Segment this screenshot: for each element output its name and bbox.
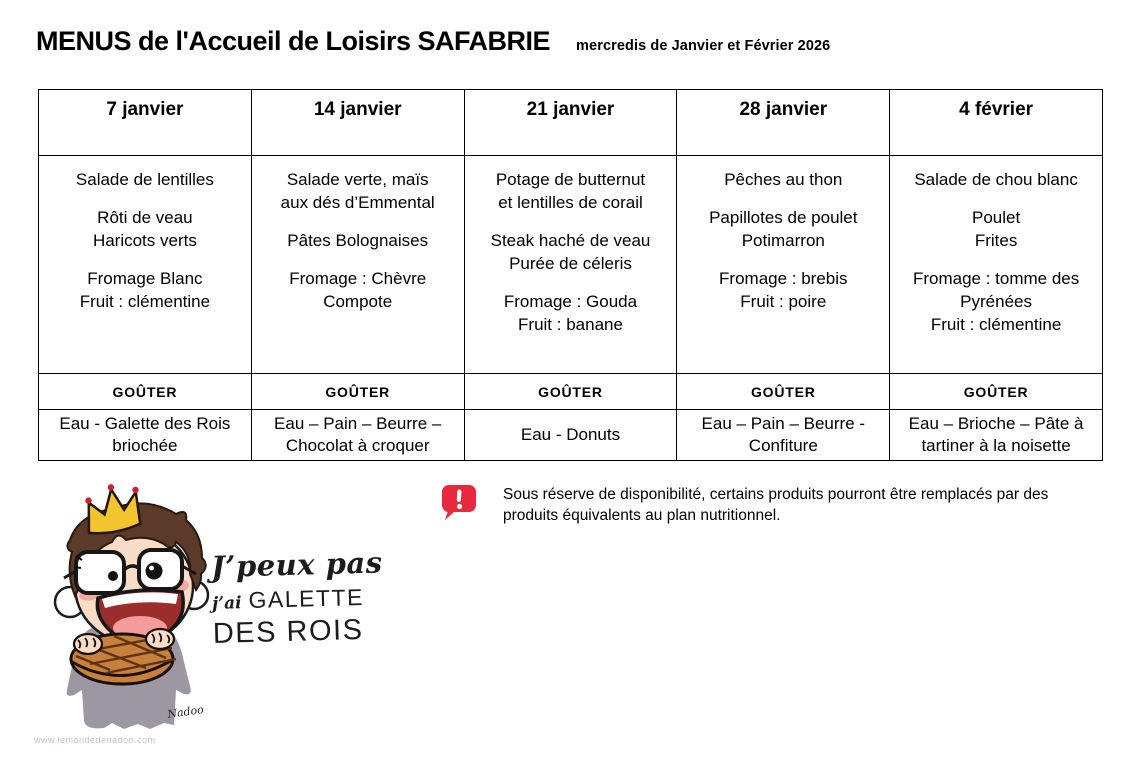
gouter-label: GOÛTER	[464, 374, 677, 410]
menu-row	[39, 156, 1103, 374]
caption-galette: GALETTE	[248, 583, 365, 614]
availability-notice	[441, 481, 1059, 526]
page-title: MENUS de l'Accueil de Loisirs SAFABRIE	[36, 26, 551, 56]
menu-item: et lentilles de corail	[498, 193, 643, 212]
caption-jai: j’ai	[211, 593, 242, 614]
menu-course-group	[470, 168, 672, 214]
menu-course-group	[682, 267, 884, 313]
eye-left	[108, 571, 118, 581]
eye-right	[146, 563, 163, 580]
menu-item: Fruit : poire	[740, 292, 827, 311]
menu-item: Steak haché de veau	[490, 231, 651, 250]
gouter-label: GOÛTER	[890, 374, 1103, 410]
menu-item: aux dés d’Emmental	[280, 193, 435, 212]
gouter-cell-7-janvier: Eau - Galette des Rois briochée	[39, 410, 252, 461]
gouter-label: GOÛTER	[39, 374, 252, 410]
menu-item: Fromage Blanc	[87, 269, 203, 288]
menu-item: Potage de butternut	[495, 170, 646, 189]
gouter-header-row	[39, 374, 1103, 410]
menu-item: Frites	[974, 231, 1018, 250]
page-subtitle: mercredis de Janvier et Février 2026	[576, 38, 831, 54]
caption-line-1: J’peux pas	[210, 545, 383, 584]
eye-highlight	[149, 566, 154, 571]
menu-course-group	[257, 267, 459, 313]
menu-item: Papillotes de poulet	[709, 208, 858, 227]
menu-item: Pêches au thon	[724, 170, 843, 189]
date-header-28-janvier: 28 janvier	[677, 90, 890, 156]
menu-item: Salade de lentilles	[75, 170, 214, 189]
gouter-label: GOÛTER	[677, 374, 890, 410]
menu-item: Salade de chou blanc	[914, 170, 1078, 189]
gouter-cell-28-janvier: Eau – Pain – Beurre - Confiture	[677, 410, 890, 461]
menu-item: Fruit : clémentine	[930, 315, 1062, 334]
menu-cell-28-janvier	[677, 156, 890, 374]
gouter-cell-14-janvier: Eau – Pain – Beurre – Chocolat à croquer	[251, 410, 464, 461]
date-header-14-janvier: 14 janvier	[251, 90, 464, 156]
alert-speech-bubble-icon	[441, 483, 477, 521]
menu-course-group	[682, 206, 884, 252]
menu-item: Salade verte, maïs	[286, 170, 429, 189]
menu-course-group	[895, 168, 1097, 191]
galette-character-illustration	[26, 478, 234, 746]
menu-item: Compote	[323, 292, 393, 311]
caption-line-2	[211, 583, 365, 614]
menu-item: Fromage : Gouda	[503, 292, 638, 311]
menu-item: Fromage : brebis	[719, 269, 848, 288]
gouter-row	[39, 410, 1103, 461]
artist-credit-url: www.lemondedenadoo.com	[34, 735, 156, 745]
menu-course-group	[470, 290, 672, 336]
availability-notice-text: Sous réserve de disponibilité, certains produits pourront être remplacés par des produits équivalents au plan nutritionnel.	[503, 486, 1049, 524]
menu-item: Fruit : clémentine	[79, 292, 211, 311]
menu-item: Fromage : tomme des	[912, 269, 1080, 288]
date-header-4-fevrier: 4 février	[890, 90, 1103, 156]
menu-cell-14-janvier	[251, 156, 464, 374]
menu-item: Purée de céleris	[509, 254, 632, 273]
menu-item: Fromage : Chèvre	[289, 269, 427, 288]
gouter-label: GOÛTER	[251, 374, 464, 410]
titlebar	[36, 26, 830, 57]
menu-item: Fruit : banane	[518, 315, 623, 334]
illustration-caption	[210, 545, 383, 650]
menu-course-group	[44, 267, 246, 313]
gouter-cell-4-fevrier: Eau – Brioche – Pâte à tartiner à la noisette	[890, 410, 1103, 461]
date-header-7-janvier: 7 janvier	[39, 90, 252, 156]
menu-course-group	[470, 229, 672, 275]
caption-line-3: DES ROIS	[212, 614, 364, 650]
menu-item: Poulet	[971, 208, 1021, 227]
menu-course-group	[257, 229, 459, 252]
menu-item: Rôti de veau	[97, 208, 193, 227]
menu-course-group	[895, 267, 1097, 336]
menu-cell-4-fevrier	[890, 156, 1103, 374]
menu-cell-7-janvier	[39, 156, 252, 374]
menu-course-group	[44, 206, 246, 252]
menu-item: Haricots verts	[92, 231, 197, 250]
gouter-cell-21-janvier: Eau - Donuts	[464, 410, 677, 461]
date-header-21-janvier: 21 janvier	[464, 90, 677, 156]
menu-cell-21-janvier	[464, 156, 677, 374]
menu-item: Potimarron	[741, 231, 825, 250]
menu-item: Pyrénées	[960, 292, 1032, 311]
menu-item: Pâtes Bolognaises	[287, 231, 429, 250]
menu-table	[38, 89, 1103, 461]
menu-course-group	[257, 168, 459, 214]
menu-course-group	[895, 206, 1097, 252]
menu-course-group	[682, 168, 884, 191]
crown	[83, 480, 144, 535]
date-header-row	[39, 90, 1103, 156]
menu-course-group	[44, 168, 246, 191]
artist-signature: Nadoo	[166, 703, 205, 721]
